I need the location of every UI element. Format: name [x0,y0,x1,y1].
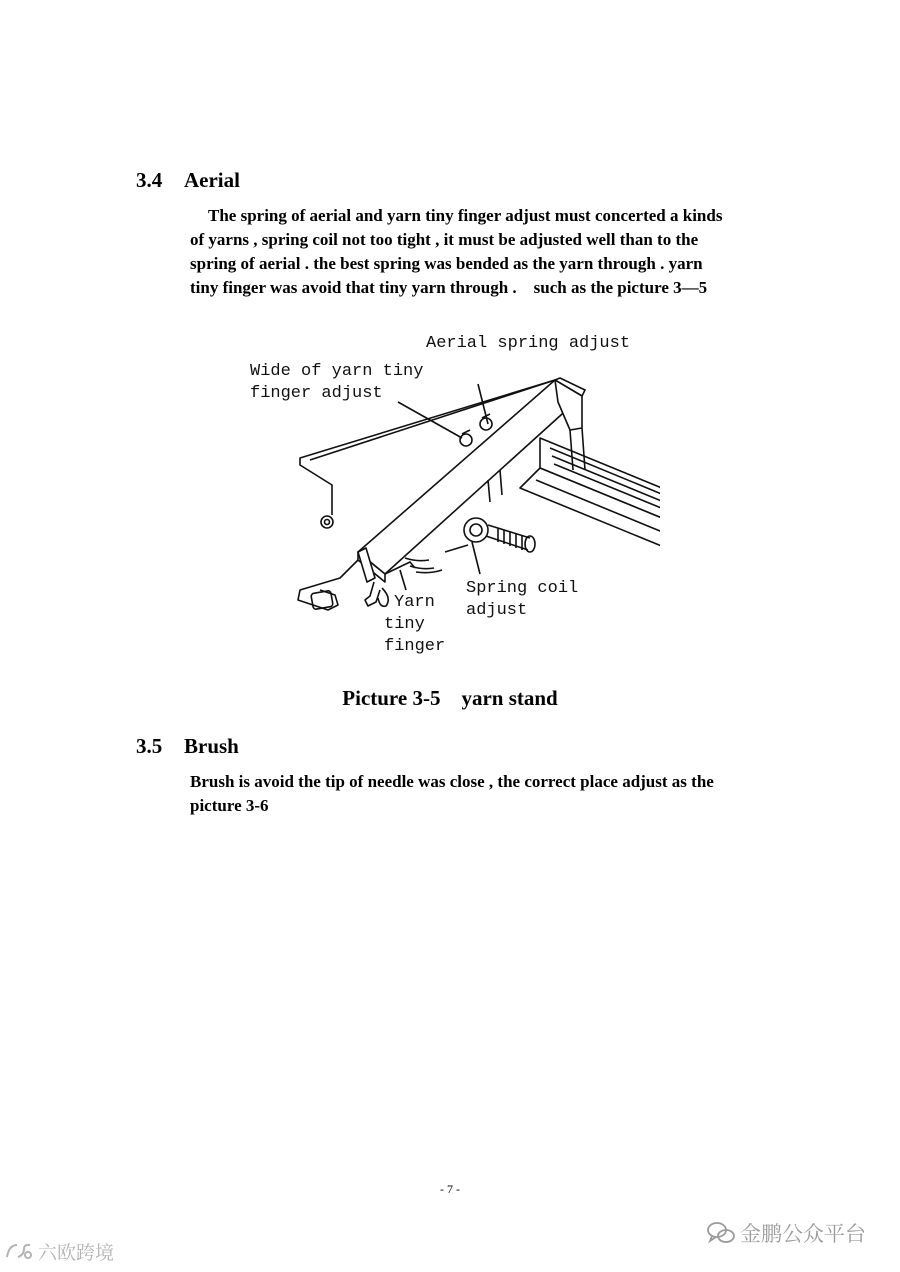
watermark-right-text: 金鹏公众平台 [740,1222,866,1246]
section-title: Aerial [184,168,240,192]
paragraph-line: tiny finger was avoid that tiny yarn through . such as the picture 3—5 [190,278,708,297]
watermark-left [4,1238,114,1266]
section-heading-3-5 [136,734,239,759]
paragraph-line: of yarns , spring coil not too tight , it must be adjusted well than to the [190,230,699,249]
section-3-5-paragraph [190,770,714,818]
paragraph-line: Brush is avoid the tip of needle was close , the correct place adjust as the [190,772,714,791]
label-wide-of-yarn-line2: finger adjust [250,384,383,403]
label-yarn-tiny-finger-line2: tiny [384,615,425,634]
wechat-icon [706,1220,736,1251]
figure-caption: Picture 3-5 yarn stand [342,686,558,710]
brand-logo-icon [4,1241,34,1266]
watermark-left-text: 六欧跨境 [38,1242,115,1264]
paragraph-line: picture 3-6 [190,796,269,815]
paragraph-line: The spring of aerial and yarn tiny finger adjust must concerted a kinds [208,206,723,225]
label-wide-of-yarn-line1: Wide of yarn tiny [250,362,424,381]
label-spring-coil-line1: Spring coil [466,579,579,598]
section-number: 3.5 [136,734,163,758]
yarn-stand-figure [240,320,660,660]
section-title: Brush [184,734,239,758]
label-aerial-spring-adjust: Aerial spring adjust [426,334,631,353]
page-number: - 7 - [440,1182,460,1196]
section-heading-3-4 [136,168,240,193]
label-spring-coil-line2: adjust [466,601,528,620]
yarn-stand-drawing [240,320,660,660]
watermark-right [706,1218,866,1251]
label-yarn-tiny-finger-line1: Yarn [394,593,435,612]
paragraph-line: spring of aerial . the best spring was bended as the yarn through . yarn [190,254,703,273]
label-yarn-tiny-finger-line3: finger [384,637,446,656]
section-number: 3.4 [136,168,163,192]
section-3-4-paragraph [190,204,722,300]
